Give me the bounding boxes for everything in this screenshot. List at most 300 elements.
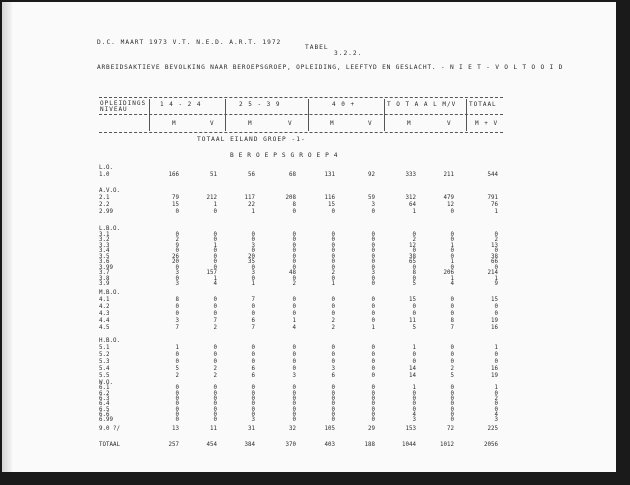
table-cell: 0 <box>213 359 217 365</box>
table-cell: 7 <box>175 325 179 331</box>
table-cell: 92 <box>368 172 375 178</box>
table-cell: 0 <box>251 231 255 238</box>
table-cell: 5 <box>412 325 416 331</box>
table-cell: 0 <box>292 248 296 254</box>
table-cell: 0 <box>412 248 416 254</box>
table-cell: 1 <box>494 275 498 282</box>
table-cell: 4 <box>213 281 217 287</box>
table-cell: 0 <box>371 411 375 418</box>
table-cell: 1 <box>371 325 375 331</box>
table-cell: 56 <box>248 172 255 178</box>
table-cell: 0 <box>450 264 454 271</box>
table-cell: 29 <box>368 426 375 432</box>
table-cell: 0 <box>213 390 217 397</box>
sub-header: V <box>447 120 452 127</box>
row-label: 6.1 <box>99 385 110 392</box>
table-cell: 15 <box>172 202 179 208</box>
table-cell: 0 <box>331 209 335 215</box>
table-cell: 0 <box>494 359 498 365</box>
col-divider <box>466 99 467 131</box>
table-cell: 0 <box>292 359 296 365</box>
table-cell: 0 <box>251 248 255 254</box>
row-label: 4.3 <box>99 311 110 317</box>
table-cell: 0 <box>450 297 454 303</box>
sub-header: M + V <box>475 120 499 127</box>
table-cell: 0 <box>292 209 296 215</box>
table-cell: 0 <box>371 231 375 238</box>
page-binding-shadow <box>2 2 12 472</box>
table-cell: 11 <box>210 426 217 432</box>
table-cell: 66 <box>491 259 498 265</box>
table-cell: 4 <box>494 411 498 418</box>
row-label: 2.99 <box>99 209 113 215</box>
table-cell: 0 <box>251 275 255 282</box>
table-cell: 0 <box>450 253 454 260</box>
row-label: 3.6 <box>99 259 110 265</box>
table-cell: 0 <box>331 406 335 413</box>
table-cell: 0 <box>371 297 375 303</box>
table-cell: 35 <box>248 259 255 265</box>
table-cell: 0 <box>292 264 296 271</box>
table-cell: 257 <box>168 442 179 448</box>
table-cell: 0 <box>331 248 335 254</box>
table-cell: 1 <box>213 275 217 282</box>
table-cell: 14 <box>409 366 416 372</box>
table-cell: 0 <box>213 385 217 392</box>
table-cell: 214 <box>487 270 498 276</box>
table-cell: 7 <box>450 325 454 331</box>
table-cell: 1 <box>412 385 416 392</box>
group-header-14-24: 1 4 - 2 4 <box>160 101 202 108</box>
group-header-totaal-mv: T O T A A L M/V <box>387 101 457 108</box>
table-cell: 0 <box>292 385 296 392</box>
corner-label-bottom: NIVEAU <box>100 106 128 113</box>
table-cell: 791 <box>487 195 498 201</box>
table-cell: 5 <box>450 373 454 379</box>
table-cell: 16 <box>491 325 498 331</box>
table-cell: 0 <box>371 401 375 408</box>
table-cell: 0 <box>213 297 217 303</box>
table-cell: 0 <box>371 406 375 413</box>
table-cell: 403 <box>324 442 335 448</box>
table-cell: 0 <box>213 237 217 243</box>
group-header-25-39: 2 5 - 3 9 <box>239 101 281 108</box>
table-cell: 2056 <box>484 442 498 448</box>
table-cell: 0 <box>251 359 255 365</box>
sub-header: M <box>407 120 412 127</box>
table-cell: 0 <box>331 304 335 310</box>
table-cell: 1 <box>412 345 416 351</box>
row-label: 5.1 <box>99 345 110 351</box>
table-cell: 0 <box>371 253 375 260</box>
table-cell: 3 <box>175 281 179 287</box>
row-label: 3.9 <box>99 281 110 287</box>
row-label: H.B.O. <box>99 338 120 344</box>
table-cell: 0 <box>331 253 335 260</box>
row-label: 1.0 <box>99 172 110 178</box>
table-cell: 0 <box>371 248 375 254</box>
table-cell: 0 <box>494 304 498 310</box>
table-cell: 0 <box>175 304 179 310</box>
table-cell: 2 <box>331 325 335 331</box>
table-cell: 0 <box>412 304 416 310</box>
table-cell: 0 <box>175 395 179 402</box>
table-cell: 0 <box>292 395 296 402</box>
table-cell: 3 <box>371 202 375 208</box>
table-cell: 6 <box>251 318 255 324</box>
table-cell: 2 <box>213 373 217 379</box>
table-cell: 0 <box>175 359 179 365</box>
table-cell: 72 <box>447 426 454 432</box>
table-cell: 0 <box>412 359 416 365</box>
table-cell: 2 <box>331 270 335 276</box>
table-cell: 0 <box>371 209 375 215</box>
table-cell: 0 <box>494 352 498 358</box>
table-cell: 0 <box>371 304 375 310</box>
table-cell: 13 <box>491 242 498 249</box>
table-cell: 0 <box>251 411 255 418</box>
table-cell: 0 <box>292 275 296 282</box>
header-line-1: D.C. MAART 1973 V.T. N.E.D. A.R.T. 1972 <box>97 39 282 46</box>
table-cell: 208 <box>285 195 296 201</box>
table-cell: 3 <box>251 270 255 276</box>
table-cell: 19 <box>491 318 498 324</box>
sub-header: V <box>210 120 215 127</box>
table-cell: 2 <box>175 237 179 243</box>
table-cell: 3 <box>494 417 498 424</box>
table-cell: 157 <box>206 270 217 276</box>
table-cell: 5 <box>175 366 179 372</box>
table-cell: 65 <box>409 259 416 265</box>
table-cell: 1 <box>412 209 416 215</box>
sub-header: M <box>172 120 177 127</box>
table-cell: 0 <box>371 311 375 317</box>
table-cell: 6 <box>251 366 255 372</box>
table-cell: 2 <box>412 237 416 243</box>
table-cell: 0 <box>450 395 454 402</box>
table-cell: 0 <box>371 242 375 249</box>
table-cell: 0 <box>450 209 454 215</box>
row-label: 6.3 <box>99 395 110 402</box>
table-cell: 370 <box>285 442 296 448</box>
table-cell: 0 <box>213 253 217 260</box>
header-rule-mid <box>99 114 503 115</box>
table-cell: 0 <box>494 231 498 238</box>
table-cell: 0 <box>213 231 217 238</box>
row-label: 2.2 <box>99 202 110 208</box>
table-cell: 333 <box>405 172 416 178</box>
table-cell: 7 <box>213 318 217 324</box>
table-cell: 0 <box>371 390 375 397</box>
group-title: B E R O E P S G R O E P 4 <box>230 152 339 159</box>
table-cell: 0 <box>371 264 375 271</box>
table-cell: 1 <box>251 281 255 287</box>
row-label: 9.0 ?/ <box>99 426 120 432</box>
table-cell: 0 <box>213 401 217 408</box>
table-cell: 0 <box>331 231 335 238</box>
table-cell: 0 <box>213 345 217 351</box>
table-cell: 31 <box>248 426 255 432</box>
table-cell: 6 <box>331 373 335 379</box>
table-cell: 1 <box>175 345 179 351</box>
table-cell: 0 <box>450 401 454 408</box>
table-cell: 0 <box>213 259 217 265</box>
row-label: 3.4 <box>99 248 110 254</box>
table-cell: 0 <box>175 417 179 424</box>
table-cell: 0 <box>292 406 296 413</box>
table-cell: 212 <box>206 195 217 201</box>
table-cell: 0 <box>412 401 416 408</box>
table-cell: 0 <box>251 352 255 358</box>
table-cell: 454 <box>206 442 217 448</box>
table-cell: 20 <box>248 253 255 260</box>
table-cell: 0 <box>412 231 416 238</box>
table-cell: 0 <box>175 264 179 271</box>
table-cell: 0 <box>251 401 255 408</box>
row-label: 6.2 <box>99 390 110 397</box>
sub-header: V <box>288 120 293 127</box>
table-cell: 0 <box>450 406 454 413</box>
table-cell: 0 <box>292 297 296 303</box>
table-cell: 1012 <box>440 442 454 448</box>
table-cell: 188 <box>364 442 375 448</box>
row-label: 3.1 <box>99 231 110 238</box>
scan-border-bottom <box>0 472 630 485</box>
table-cell: 4 <box>292 325 296 331</box>
table-cell: 0 <box>331 311 335 317</box>
table-cell: 3 <box>331 366 335 372</box>
table-cell: 1 <box>450 242 454 249</box>
table-cell: 0 <box>412 264 416 271</box>
table-cell: 0 <box>175 311 179 317</box>
table-cell: 0 <box>292 390 296 397</box>
table-cell: 4 <box>450 281 454 287</box>
sub-header: M <box>330 120 335 127</box>
col-divider <box>149 99 150 131</box>
table-cell: 0 <box>371 259 375 265</box>
table-cell: 0 <box>450 345 454 351</box>
table-cell: 0 <box>450 352 454 358</box>
table-cell: 105 <box>324 426 335 432</box>
table-cell: 7 <box>251 325 255 331</box>
table-cell: 2 <box>175 373 179 379</box>
table-cell: 0 <box>175 385 179 392</box>
table-cell: 0 <box>292 345 296 351</box>
table-cell: 7 <box>251 297 255 303</box>
table-cell: 0 <box>213 264 217 271</box>
table-cell: 0 <box>175 406 179 413</box>
group-header-40-plus: 4 0 + <box>332 101 356 108</box>
row-label: 6.5 <box>99 406 110 413</box>
table-cell: 2 <box>450 366 454 372</box>
table-cell: 0 <box>213 248 217 254</box>
table-cell: 0 <box>371 345 375 351</box>
table-cell: 0 <box>412 395 416 402</box>
table-cell: 544 <box>487 172 498 178</box>
row-label: 4.1 <box>99 297 110 303</box>
table-cell: 3 <box>251 417 255 424</box>
table-cell: 479 <box>443 195 454 201</box>
table-cell: 0 <box>251 385 255 392</box>
table-cell: 2 <box>213 325 217 331</box>
table-cell: 79 <box>172 195 179 201</box>
table-cell: 1 <box>251 209 255 215</box>
table-cell: 1 <box>494 385 498 392</box>
table-cell: 5 <box>412 281 416 287</box>
col-divider <box>308 99 309 131</box>
table-cell: 64 <box>409 202 416 208</box>
table-cell: 0 <box>331 417 335 424</box>
row-label: W.O. <box>99 380 113 386</box>
row-label: 5.3 <box>99 359 110 365</box>
table-cell: 117 <box>244 195 255 201</box>
table-cell: 0 <box>292 259 296 265</box>
table-cell: 0 <box>331 345 335 351</box>
table-cell: 0 <box>331 395 335 402</box>
table-cell: 0 <box>213 411 217 418</box>
table-cell: 0 <box>251 345 255 351</box>
table-cell: 38 <box>409 253 416 260</box>
row-label: 6.6 <box>99 411 110 418</box>
table-cell: 0 <box>412 311 416 317</box>
table-cell: 3 <box>175 270 179 276</box>
table-cell: 0 <box>292 242 296 249</box>
row-label: M.B.O. <box>99 290 120 296</box>
table-cell: 0 <box>331 401 335 408</box>
table-cell: 0 <box>175 401 179 408</box>
table-cell: 1 <box>450 275 454 282</box>
table-cell: 0 <box>331 237 335 243</box>
table-cell: 0 <box>371 385 375 392</box>
table-cell: 0 <box>371 318 375 324</box>
table-cell: 3 <box>371 270 375 276</box>
table-cell: 0 <box>251 304 255 310</box>
tabel-number: 3.2.2. <box>334 50 363 57</box>
table-cell: 0 <box>292 417 296 424</box>
table-cell: 0 <box>412 390 416 397</box>
table-cell: 153 <box>405 426 416 432</box>
table-cell: 0 <box>371 237 375 243</box>
row-label: 2.1 <box>99 195 110 201</box>
table-cell: 0 <box>292 237 296 243</box>
tabel-label: TABEL <box>305 44 329 51</box>
table-cell: 20 <box>172 259 179 265</box>
table-cell: 0 <box>494 264 498 271</box>
table-cell: 0 <box>450 390 454 397</box>
table-cell: 0 <box>371 373 375 379</box>
table-cell: 0 <box>331 242 335 249</box>
row-label: 5.5 <box>99 373 110 379</box>
table-cell: 8 <box>175 297 179 303</box>
table-cell: 0 <box>251 395 255 402</box>
table-cell: 0 <box>175 411 179 418</box>
table-cell: 15 <box>328 202 335 208</box>
table-cell: 0 <box>494 390 498 397</box>
table-cell: 0 <box>292 411 296 418</box>
header-line-2: ARBEIDSAKTIEVE BEVOLKING NAAR BEROEPSGROEP, OPLEIDING, LEEFTYD EN GESLACHT. - N I E T - V O L T O O I D <box>97 64 564 71</box>
row-label: 3.8 <box>99 275 110 282</box>
table-cell: 38 <box>491 253 498 260</box>
table-cell: 6 <box>251 373 255 379</box>
table-cell: 0 <box>494 248 498 254</box>
row-label: 3.7 <box>99 270 110 276</box>
table-cell: 0 <box>251 264 255 271</box>
table-cell: 0 <box>450 237 454 243</box>
table-cell: 0 <box>213 209 217 215</box>
row-label: 5.2 <box>99 352 110 358</box>
table-cell: 0 <box>450 385 454 392</box>
table-cell: 0 <box>331 264 335 271</box>
table-cell: 0 <box>175 248 179 254</box>
table-cell: 0 <box>213 406 217 413</box>
table-cell: 3 <box>412 417 416 424</box>
group-header-totaal: TOTAAL <box>469 101 497 108</box>
table-cell: 0 <box>175 209 179 215</box>
table-cell: 0 <box>371 352 375 358</box>
table-cell: 0 <box>450 417 454 424</box>
table-cell: 0 <box>450 248 454 254</box>
table-cell: 0 <box>371 417 375 424</box>
table-cell: 68 <box>289 172 296 178</box>
table-cell: 166 <box>168 172 179 178</box>
row-label: L.O. <box>99 165 113 171</box>
table-cell: 0 <box>450 411 454 418</box>
table-cell: 1 <box>450 259 454 265</box>
header-rule-top <box>99 97 503 98</box>
table-cell: 1 <box>494 345 498 351</box>
table-cell: 0 <box>450 359 454 365</box>
table-cell: 8 <box>412 270 416 276</box>
row-label: 6.99 <box>99 417 113 424</box>
row-label: 5.4 <box>99 366 110 372</box>
table-cell: 2 <box>494 237 498 243</box>
table-cell: 0 <box>251 390 255 397</box>
table-cell: 0 <box>450 304 454 310</box>
table-cell: 0 <box>251 311 255 317</box>
table-cell: 0 <box>494 401 498 408</box>
table-cell: 15 <box>409 297 416 303</box>
table-cell: 206 <box>443 270 454 276</box>
document-page <box>2 2 616 472</box>
table-cell: 0 <box>331 411 335 418</box>
table-cell: 0 <box>213 417 217 424</box>
table-cell: 59 <box>368 195 375 201</box>
table-cell: 0 <box>412 275 416 282</box>
table-cell: 0 <box>494 406 498 413</box>
table-cell: 0 <box>412 406 416 413</box>
table-cell: 0 <box>213 304 217 310</box>
table-cell: 2 <box>494 395 498 402</box>
table-cell: 1 <box>331 281 335 287</box>
table-cell: 0 <box>292 352 296 358</box>
table-cell: 0 <box>213 311 217 317</box>
table-cell: 3 <box>251 242 255 249</box>
header-rule-bottom <box>99 132 503 133</box>
row-label: 4.4 <box>99 318 110 324</box>
table-cell: 0 <box>371 395 375 402</box>
table-cell: 2 <box>331 318 335 324</box>
table-cell: 0 <box>331 275 335 282</box>
table-cell: 225 <box>487 426 498 432</box>
row-label: 4.2 <box>99 304 110 310</box>
row-label: 6.4 <box>99 401 110 408</box>
table-cell: 0 <box>450 231 454 238</box>
table-cell: 131 <box>324 172 335 178</box>
table-cell: 211 <box>443 172 454 178</box>
table-cell: 0 <box>292 401 296 408</box>
table-cell: 26 <box>172 253 179 260</box>
table-cell: 9 <box>494 281 498 287</box>
